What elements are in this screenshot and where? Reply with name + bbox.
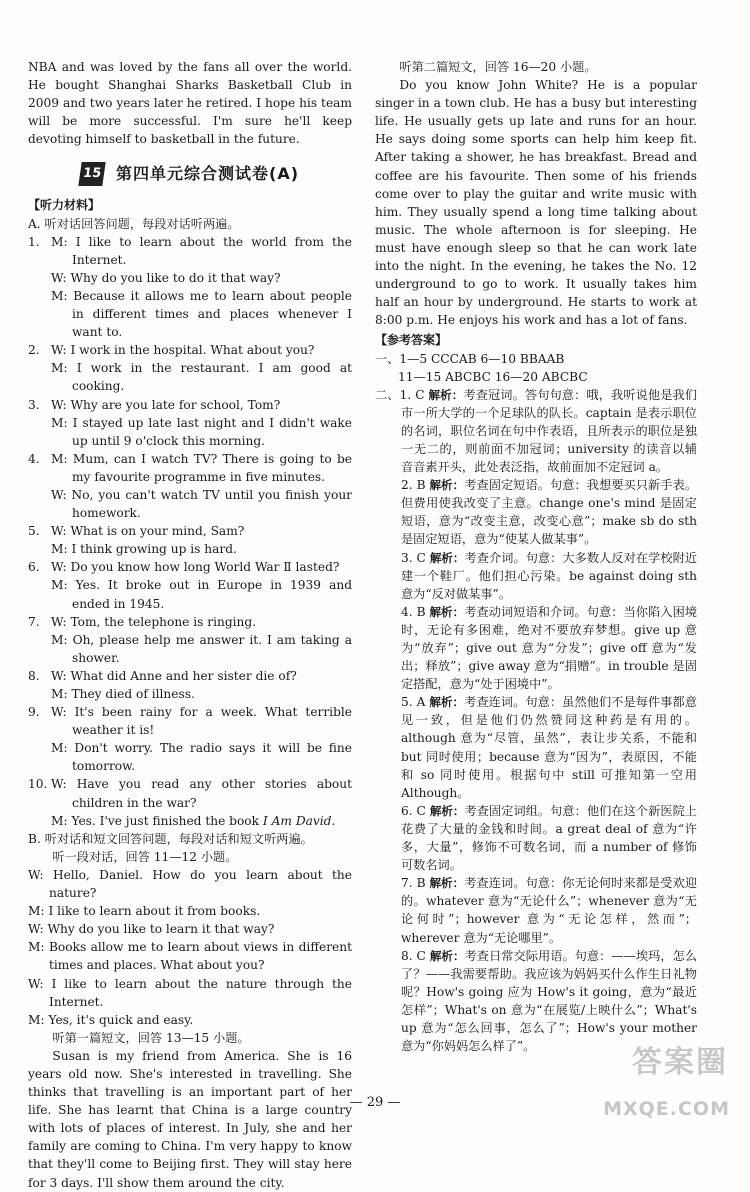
dialog-number: 6. [28,560,40,575]
answer-key: 1. C [399,387,429,402]
analysis-label: 解析： [429,550,465,565]
dialog-text: Yes, it's quick and easy. [48,1012,194,1027]
dialog-text: Books allow me to learn about views in different times and places. What about you? [48,940,352,973]
answers-line-2: 11—15 ABCBC 16—20 ABCBC [398,369,588,384]
speaker: W: [51,487,72,502]
answers-heading: 【参考答案】 [375,333,448,348]
speaker: M: [51,288,74,303]
dialog-text: Why do you like to do it that way? [70,270,281,285]
dialog-text: Mum, can I watch TV? There is going to be my favourite programme in five minutes. [72,451,352,484]
dialog-text: It's been rainy for a week. What terrible weather it is! [72,705,352,738]
explanation-item [375,386,697,476]
analysis-label: 解析： [428,387,464,402]
explanation-text: 考查固定短语。句意：我想要买只新手表。但费用使我改变了主意。change one's mind 是固定短语，意为“改变主意，改变心意”；make sb do sth 是固定短语，意为“使某人做某事”。 [401,478,698,547]
dialog-line [28,576,352,612]
speaker: M: [51,234,76,249]
dialog-line [28,631,352,667]
speaker: M: [51,813,72,828]
dialog-text: Hello, Daniel. How do you learn about the nature? [49,867,352,901]
dialog-number: 8. [28,668,40,683]
explanation-item [375,947,697,1056]
dialog-line [28,975,352,1011]
page-number: — 29 — [349,1095,401,1110]
explanation-item [375,549,697,603]
dialog-line [28,414,352,450]
analysis-label: 解析： [429,604,465,619]
dialog-text: I work in the hospital. What about you? [70,343,315,358]
dialog-line [28,938,352,974]
dialog-text: What did Anne and her sister die of? [70,668,297,683]
dialog-line [28,866,352,902]
dialog-text: I like to learn about the nature through the Internet. [49,976,352,1009]
speaker: W: [51,524,71,539]
answer-key: 3. C [401,550,430,565]
explanation-item [375,476,697,548]
dialog-line [28,685,352,703]
part-a-heading: A. 听对话回答问题，每段对话听两遍。 [28,216,240,231]
speaker: W: [28,922,48,937]
speaker: W: [51,560,71,575]
dialog-line [28,558,352,576]
answer-key: 5. A [401,695,430,710]
dialog-line [28,703,352,739]
dialog-line [28,775,352,811]
speaker: M: [28,940,49,955]
dialog-line [28,1011,352,1029]
passage-continuation: NBA and was loved by the fans all over the world. He bought Shanghai Sharks Basketball Club in 2009 and two years later he retired. I hope his team will be more successful. I'm sure he'll keep devoting himself to basketball in the future. [28,60,352,147]
dialog-line [28,233,352,269]
answer-key: 8. C [401,948,430,963]
passage2-text: Do you know John White? He is a popular singer in a town club. He has a busy but interesting life. He usually gets up late and runs for an hour. He says doing some sports can help him keep fit. After taking a shower, he has breakfast. Bread and coffee are his favourite. Then some of his friends come over to play the guitar and write music with him. They usually spend a long time talking about music. The whole afternoon is for sleeping. He must have enough sleep so that he can work late into the night. In the evening, he takes the No. 12 underground to go to work. It usually takes him half an hour by underground. He starts to work at 8:00 p.m. He enjoys his work and has a lot of fans. [375,78,697,328]
speaker: W: [51,270,71,285]
speaker: M: [51,415,73,430]
unit-title [80,162,352,186]
part-b-heading: B. 听对话和短文回答问题，每段对话和短文听两遍。 [28,831,313,846]
analysis-label: 解析： [429,695,465,710]
dialog-text: Don't worry. The radio says it will be fine tomorrow. [72,741,352,774]
explanation-item [375,603,697,693]
analysis-label: 解析： [429,876,465,891]
dialog-text: Why do you like to learn it that way? [47,922,275,937]
dialog-line [28,359,352,395]
answer-key: 6. C [401,803,430,818]
analysis-label: 解析： [429,803,465,818]
dialog-text: What is on your mind, Sam? [70,524,245,539]
watermark-line-2: MXQE.COM [603,1097,730,1120]
dialog-text: I think growing up is hard. [71,542,237,557]
dialog-text: Do you know how long World War Ⅱ lasted? [70,560,340,575]
explanation-text: 考查连词。句意：虽然他们不是每件事都意见一致，但是他们仍然赞同这种药是有用的。although 意为“尽管，虽然”，表让步关系，不能和 but 同时使用；because 意为“因为”，表原因，不能和 so 同时使用。根据句中 still 可推知第一空用 Although。 [401,695,698,800]
dialog-number: 3. [28,397,40,412]
dialog-number: 4. [28,451,40,466]
dialog-text: Yes. I've just finished the book [71,813,260,828]
passage1-text: Susan is my friend from America. She is 16 years old now. She's interested in travelling. She thinks that travelling is an important part of her life. She has learnt that China is a large country with lots of places of interest. In July, she and her family are coming to China. I'm very happy to know that they'll come to Beijing first. They will stay here for 3 days. I'll show them around the city. [28,1048,352,1190]
left-column [28,58,352,1192]
explanation-text: 考查连词。句意：你无论何时来都是受欢迎的。whatever 意为“无论什么”；whenever 意为“无论何时”；however 意为“无论怎样，然而”；wherever 意为“无论哪里”。 [401,876,698,945]
speaker: W: [28,976,52,991]
dialog-number: 1. [28,234,40,249]
listening-heading: 【听力材料】 [28,198,101,213]
dialog-number: 5. [28,524,40,539]
dialog-number: 7. [28,614,40,629]
speaker: W: [51,668,71,683]
passage2-intro: 听第二篇短文，回答 16—20 小题。 [399,60,597,74]
analysis-label: 解析： [429,478,465,493]
speaker: M: [51,451,73,466]
dialog-line [28,341,352,359]
explanation-list [375,386,697,1055]
answer-key: 2. B [401,478,430,493]
explanation-item [375,874,697,946]
unit-number-badge: 15 [78,162,105,186]
explanation-text: 考查动词短语和介词。句意：当你陷入困境时，无论有多困难，绝对不要放弃梦想。give up 意为“放弃”；give out 意为“分发”；give off 意为“发出；释放”；give away 意为“捐赠”。in trouble 是固定搭配，意为“处于困境中”。 [401,604,698,692]
answer-key: 7. B [401,876,430,891]
dialog-text: I like to learn about the world from the Internet. [72,234,352,267]
dialog-text: No, you can't watch TV until you finish your homework. [71,487,352,521]
speaker: W: [51,777,77,792]
speaker: W: [28,867,53,882]
dialog-number: 9. [28,705,40,720]
dialog-line [28,812,352,830]
dialog-text: I like to learn about it from books. [48,904,261,919]
speaker: W: [51,614,71,629]
dialog-intro: 听一段对话，回答 11—12 小题。 [52,849,238,864]
dialog-list [28,233,352,830]
dialog-line [28,450,352,486]
dialog-line [28,902,352,920]
dialog-line [28,667,352,685]
answers-line-1: 一、1—5 CCCAB 6—10 BBAAB [375,351,565,366]
dialog-number: 10. [28,777,48,792]
dialog-line [28,269,352,287]
explanation-text: 考查固定词组。句意：他们在这个新医院上花费了大量的金钱和时间。a great deal of 意为“许多，大量”，修饰不可数名词，而 a number of 修饰可数名词。 [401,803,698,873]
unit-title-text: 第四单元综合测试卷(A) [116,164,300,184]
dialog-text: I work in the restaurant. I am good at cooking. [72,361,353,394]
speaker: M: [51,542,72,557]
speaker: W: [51,705,75,720]
dialog-line [28,287,352,341]
right-column [375,58,697,1055]
analysis-label: 解析： [429,948,465,963]
dialog-line [28,522,352,540]
dialog-text: They died of illness. [71,687,195,701]
speaker: W: [51,397,71,412]
dialog-line [28,613,352,631]
speaker: W: [51,343,71,358]
speaker: M: [28,904,49,919]
watermark-logo [586,1045,736,1120]
dialog-line [28,920,352,938]
explanation-item [375,693,697,802]
answer-key: 4. B [401,604,430,619]
speaker: M: [51,361,77,376]
passage1-intro: 听第一篇短文，回答 13—15 小题。 [52,1030,250,1045]
speaker: M: [28,1012,49,1027]
speaker: M: [51,632,73,647]
dialog-number: 2. [28,343,40,358]
dialog-text: Oh, please help me answer it. I am taking a shower. [72,632,352,665]
watermark-line-1: 答案圈 [632,1045,728,1080]
explanation-text: 考查日常交际用语。句意：——埃玛，怎么了？——我需要帮助。我应该为妈妈买什么作生日礼物呢？How's going 应为 How's it going，意为“最近怎样”；What's on 意为“在展览/上映什么”；What's up 意为“怎么回事，怎么了”；How's your mother 意为“你妈妈怎么样了”。 [401,948,698,1054]
dialog-text: Tom, the telephone is ringing. [70,614,257,629]
dialog-line [28,396,352,414]
dialog-line [28,739,352,775]
dialog-11-12 [28,866,352,1029]
book-title: I Am David [262,813,332,828]
dialog-text: Why are you late for school, Tom? [70,397,281,412]
explanation-item [375,802,697,874]
speaker: M: [51,687,72,701]
speaker: M: [51,741,75,756]
dialog-text-end: . [331,813,336,828]
dialog-line [28,486,352,522]
dialog-text: Because it allows me to learn about people in different times and places whenever I want to. [72,288,352,340]
dialog-line [28,540,352,558]
dialog-text: Have you read any other stories about children in the war? [72,777,352,810]
section-label: 二、 [375,387,400,402]
dialog-text: I stayed up late last night and I didn't wake up until 9 o'clock this morning. [72,415,352,448]
speaker: M: [51,578,76,593]
dialog-text: Yes. It broke out in Europe in 1939 and ended in 1945. [72,578,353,611]
explanation-text: 考查冠词。答句句意：哦，我听说他是我们市一所大学的一个足球队的队长。captain 是表示职位的名词，职位名词在句中作表语，且所表示的职位是独一无二的，则前面不加冠词；university 的读音以辅音音素开头，此处表泛指，故前面加不定冠词 a。 [401,387,698,475]
explanation-text: 考查介词。句意：大多数人反对在学校附近建一个鞋厂。他们担心污染。be against doing sth 意为“反对做某事”。 [401,550,698,601]
